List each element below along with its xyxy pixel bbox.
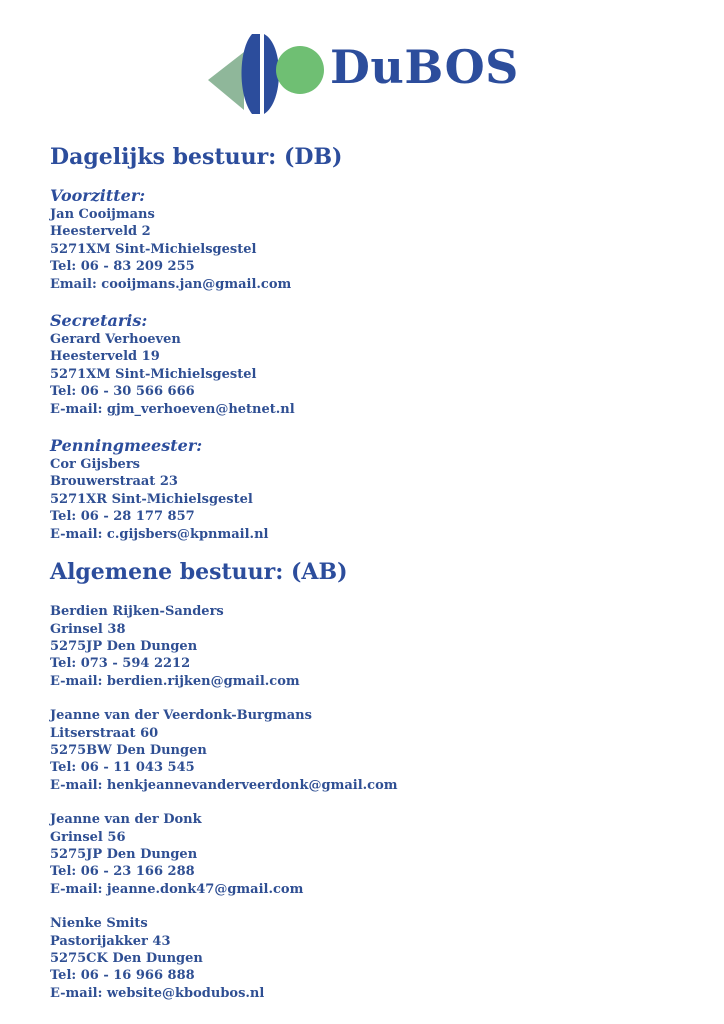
- logo-triangle: [208, 52, 244, 110]
- content: [50, 142, 690, 1002]
- member-city: 5271XR Sint-Michielsgestel: [50, 491, 253, 507]
- db-heading: Dagelijks bestuur: (DB): [50, 144, 343, 170]
- member-city: 5271XM Sint-Michielsgestel: [50, 366, 257, 382]
- db-member-penningmeester: [50, 436, 690, 543]
- role-label: Penningmeester:: [50, 436, 203, 456]
- logo: [208, 30, 528, 118]
- member-email: E-mail: c.gijsbers@kpnmail.nl: [50, 526, 269, 542]
- ab-member: [50, 915, 690, 1002]
- ab-member: [50, 811, 690, 898]
- member-city: 5275BW Den Dungen: [50, 742, 207, 758]
- member-name: Gerard Verhoeven: [50, 332, 181, 348]
- ab-member: [50, 707, 690, 794]
- member-phone: Tel: 073 - 594 2212: [50, 656, 191, 672]
- ab-member: [50, 603, 690, 690]
- logo-green-circle: [276, 46, 324, 94]
- member-address: Grinsel 38: [50, 621, 126, 637]
- role-label: Secretaris:: [50, 311, 148, 331]
- member-phone: Tel: 06 - 28 177 857: [50, 509, 195, 525]
- member-phone: Tel: 06 - 30 566 666: [50, 384, 195, 400]
- db-member-secretaris: [50, 311, 690, 418]
- member-email: E-mail: gjm_verhoeven@hetnet.nl: [50, 401, 295, 417]
- member-address: Heesterveld 19: [50, 349, 160, 365]
- member-city: 5275JP Den Dungen: [50, 638, 198, 654]
- member-city: 5275CK Den Dungen: [50, 951, 203, 966]
- member-name: Jeanne van der Veerdonk-Burgmans: [50, 708, 312, 724]
- member-phone: Tel: 06 - 16 966 888: [50, 968, 195, 984]
- member-email: E-mail: website@kbodubos.nl: [50, 985, 265, 1001]
- member-phone: Tel: 06 - 11 043 545: [50, 760, 195, 776]
- member-name: Nienke Smits: [50, 916, 148, 932]
- db-member-voorzitter: [50, 186, 690, 293]
- logo-mark: [208, 30, 328, 118]
- member-name: Jan Cooijmans: [50, 207, 155, 222]
- member-phone: Tel: 06 - 23 166 288: [50, 864, 195, 880]
- member-city: 5271XM Sint-Michielsgestel: [50, 241, 257, 257]
- member-email: E-mail: jeanne.donk47@gmail.com: [50, 881, 304, 897]
- member-city: 5275JP Den Dungen: [50, 846, 198, 862]
- member-name: Berdien Rijken-Sanders: [50, 604, 224, 620]
- role-label: Voorzitter:: [50, 186, 146, 205]
- member-email: E-mail: henkjeannevanderveerdonk@gmail.com: [50, 777, 398, 793]
- member-address: Brouwerstraat 23: [50, 474, 178, 490]
- member-address: Heesterveld 2: [50, 224, 151, 240]
- member-email: E-mail: berdien.rijken@gmail.com: [50, 673, 300, 689]
- ab-heading: Algemene bestuur: (AB): [50, 559, 348, 586]
- logo-wordmark: DuBOS: [330, 40, 519, 94]
- member-phone: Tel: 06 - 83 209 255: [50, 259, 195, 275]
- member-name: Cor Gijsbers: [50, 457, 140, 473]
- member-email: Email: cooijmans.jan@gmail.com: [50, 276, 292, 292]
- member-address: Grinsel 56: [50, 829, 126, 845]
- member-address: Pastorijakker 43: [50, 933, 171, 949]
- logo-left-arc: [242, 34, 261, 114]
- member-name: Jeanne van der Donk: [50, 812, 202, 828]
- member-address: Litserstraat 60: [50, 725, 159, 741]
